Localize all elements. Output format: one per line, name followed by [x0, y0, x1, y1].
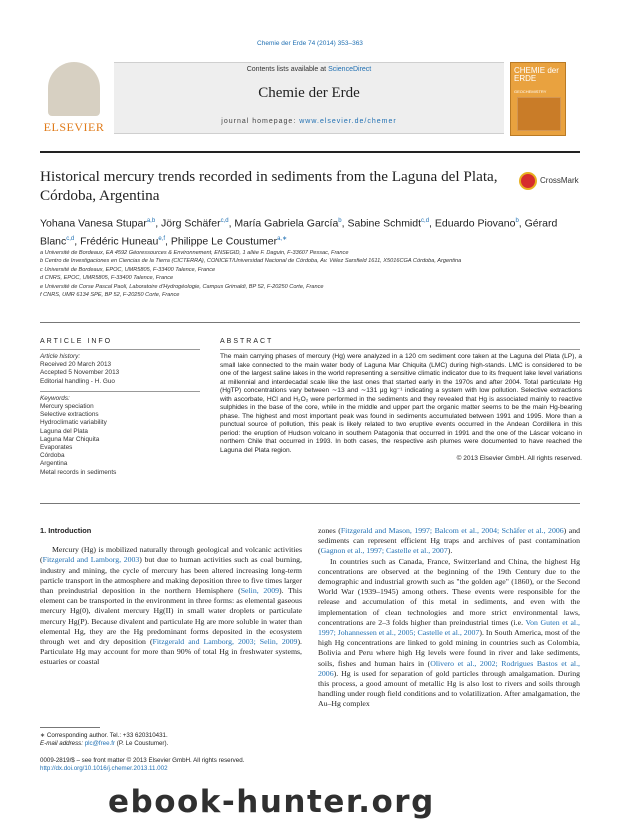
journal-banner — [114, 62, 504, 134]
citation-link[interactable]: Gagnon et al., 1997; Castelle et al., 2007 — [320, 546, 448, 556]
homepage-line — [114, 118, 504, 125]
author-list: Yohana Vanesa Stupar$^{a,b}$, Jörg Schäfer$^{c,d}$, María Gabriela García$^b$, Sabine Schmidt$^{c,d}$, Eduardo Piovano$^b$, Gérard Blanc$^{c,d}$, Frédéric Huneau$^{e,f}$, Philippe Le Coustumer$^{a,∗}$ — [40, 217, 558, 247]
cover-title: CHEMIE der ERDE — [514, 66, 559, 83]
abstract-divider — [220, 349, 580, 350]
author-affiliation-ref[interactable]: c,d — [421, 218, 430, 224]
crossmark-label: CrossMark — [540, 176, 579, 185]
history-item: Received 20 March 2013 — [40, 361, 112, 369]
body-paragraph — [318, 557, 580, 710]
author-affiliation-ref[interactable]: e,f — [158, 235, 166, 242]
citation-link[interactable]: Olivero et al., 2002; Rodrigues Bastos et al., 2006 — [318, 658, 580, 678]
paragraph-text: ). Hg is used for separation of gold particles through amalgamation. During this process, a good amount of metallic Hg is also lost to rivers and soils through handling under rough field conditions and to volatilization. After amalgamation, the Au–Hg complex — [318, 668, 580, 709]
author-name[interactable]: Sabine Schmidt — [347, 217, 422, 230]
elsevier-tree-icon — [48, 62, 100, 116]
crossmark-badge[interactable] — [519, 172, 589, 194]
affiliation-item: e Université de Corse Pascal Paoli, Laboratoire d'Hydrogéologie, Campus Grimaldi, BP 52, F-20250 Corte, France — [40, 283, 324, 290]
citation-link[interactable]: Fitzgerald and Mason, 1997; Balcom et al., 2004; Schäfer et al., 2006 — [340, 526, 564, 535]
paper-title: Historical mercury trends recorded in sediments from the Laguna del Plata, Córdoba, Argentina — [40, 168, 498, 204]
author-affiliation-ref[interactable]: c,d — [220, 218, 229, 224]
article-info-divider — [40, 349, 200, 350]
history-item: Editorial handling - H. Guo — [40, 377, 115, 385]
author-name[interactable]: Gérard Blanc — [40, 217, 558, 247]
author-name[interactable]: Frédéric Huneau — [80, 235, 159, 247]
title-divider — [40, 151, 580, 153]
author-affiliation-ref[interactable]: c,d — [66, 235, 75, 242]
citation-link[interactable]: Selin, 2009 — [240, 586, 280, 596]
section-divider — [40, 322, 580, 323]
abstract-bottom-divider — [40, 503, 580, 504]
issn-line: 0009-2819/$ – see front matter © 2013 Elsevier GmbH. All rights reserved. — [40, 757, 245, 764]
paragraph-text: In countries such as Canada, France, Switzerland and China, the highest Hg concentrations are observed at the beginning of the 19th Century due to the demographic and industrial growth such as "the golden age" (1860), or the Second World War (1939–1945) among others. These events were responsible for the release and accumulation of this metal in sediments, and even with the implementation of clean technologies and more strict environmental laws, concentrations are 2–3 folds higher than preindustrial times (i.e. — [318, 556, 580, 627]
body-column-right — [318, 526, 580, 710]
issn-block — [40, 757, 340, 773]
author-affiliation-ref[interactable]: b — [515, 218, 519, 224]
author-affiliation-ref[interactable]: a,b — [146, 218, 156, 224]
keyword-item: Evaporates — [40, 444, 73, 452]
email-line — [40, 740, 302, 748]
journal-cover[interactable] — [510, 62, 566, 136]
author-name[interactable]: Jörg Schäfer — [161, 217, 221, 230]
keyword-item: Laguna del Plata — [40, 427, 88, 435]
paragraph-text: ). In South America, most of the high Hg concentrations are linked to gold mining in countries such as Colombia, Bolivia and Peru where high Hg levels were found in river and lake sediments, soils, fishes and human hairs in ( — [318, 628, 580, 668]
paragraph-text: ) and sediments can represent efficient Hg traps and archives of past contamination ( — [318, 526, 580, 556]
paragraph-text: zones ( — [318, 526, 341, 535]
email-link[interactable]: plc@free.fr — [84, 740, 116, 747]
body-paragraph — [318, 526, 580, 557]
keyword-item: Hydroclimatic variability — [40, 419, 107, 427]
body-paragraph — [40, 545, 302, 667]
paragraph-text: ) but due to human activities such as coal burning, industry and mining, the cycle of mercury has been altered increasing long-term particle transport in the atmosphere and making deposition three to five times larger than preindustrial deposition in the northern Hemisphere ( — [40, 555, 302, 596]
affiliation-item: c Université de Bordeaux, EPOC, UMR5805, F-33400 Talence, France — [40, 266, 216, 273]
cover-image — [517, 97, 561, 131]
elsevier-logo[interactable] — [40, 62, 108, 134]
paragraph-text: Mercury (Hg) is mobilized naturally through geological and volcanic activities ( — [40, 545, 302, 565]
keyword-item: Argentina — [40, 460, 68, 468]
cover-subtitle: GEOCHEMISTRY — [514, 89, 547, 94]
copyright-notice: © 2013 Elsevier GmbH. All rights reserved. — [456, 455, 582, 462]
affiliation-item: b Centro de Investigaciones en Ciencias de la Tierra (CICTERRA), CONICET/Universidad Nacional de Córdoba, Av. Vélez Sarsfield 1611, X5016CGA Córdoba, Argentina — [40, 258, 462, 265]
keyword-item: Mercury speciation — [40, 403, 94, 411]
author-affiliation-ref[interactable]: a,∗ — [277, 235, 288, 242]
keyword-item: Metal records in sediments — [40, 468, 117, 476]
email-label: E-mail address: — [40, 740, 85, 747]
keyword-item: Córdoba — [40, 452, 65, 460]
crossmark-icon — [519, 172, 537, 190]
watermark-text: ebook-hunter.org — [108, 784, 435, 820]
email-owner: (P. Le Coustumer). — [115, 740, 169, 747]
paragraph-text: ). Particulate Hg may account for more than 90% of total Hg in freshwater systems, estuaries or coastal — [40, 637, 302, 667]
author-name[interactable]: María Gabriela García — [234, 217, 339, 230]
sciencedirect-link[interactable]: ScienceDirect — [328, 66, 372, 73]
keyword-item: Selective extractions — [40, 411, 99, 419]
affiliation-item: d CNRS, EPOC, UMR5805, F-33400 Talence, France — [40, 275, 174, 282]
affiliation-list — [40, 249, 580, 299]
contents-prefix: Contents lists available at — [246, 66, 329, 73]
history-item: Accepted 5 November 2013 — [40, 369, 120, 377]
homepage-prefix: journal homepage: — [221, 118, 300, 125]
affiliation-item: a Université de Bordeaux, EA 4592 Géoressources & Environnement, ENSEGID, 1 allée F. Daguin, F-33607 Pessac, France — [40, 250, 349, 256]
author-name[interactable]: Philippe Le Coustumer — [170, 235, 278, 247]
body-column-left — [40, 526, 302, 668]
keywords-divider — [40, 391, 200, 392]
doi-link[interactable]: http://dx.doi.org/10.1016/j.chemer.2013.11.002 — [40, 765, 168, 772]
section-heading-introduction: 1. Introduction — [40, 526, 92, 535]
corresponding-author-note: ∗ Corresponding author. Tel.: +33 620310431. — [40, 732, 168, 739]
abstract-heading: ABSTRACT — [220, 338, 274, 345]
elsevier-wordmark: ELSEVIER — [43, 120, 105, 134]
citation-link[interactable]: Fitzgerald and Lamborg, 2003; Selin, 2009 — [152, 637, 298, 647]
journal-title[interactable]: Chemie der Erde — [258, 85, 360, 101]
abstract-body — [220, 353, 582, 464]
affiliation-item: f CNRS, UMR 6134 SPE, BP 52, F-20250 Corte, France — [40, 292, 180, 299]
abstract-text: The main carrying phases of mercury (Hg) were analyzed in a 120 cm sediment core taken at the Laguna del Plata (LP), a small lake connected to the main water body of Laguna Mar Chiquita (LMC) during high-stands. LMC is considered to be one of the largest saline lakes in the world representing a sensitive climatic indicator due to its frequent lake level variations at millennial and interdecadal scale like the last ones that started early in the 1970s and after 2004. Total particulate Hg (HgTP) concentrations vary between ∼13 and ∼131 μg kg⁻¹ indicating a system with low pollution. Selective extractions with ascorbate, HCl and H₂O₂ were performed in the sediments and they revealed that Hg is associated mainly to reactive sulphides in the base of the core, while in the middle and upper part the organic matter seems to be the main Hg-bearing phase. The highest and most important peak was found in sediments accumulated between 1991 and 1995. More than a punctual source of pollution, this peak is likely related to two eruptive events occurred in the Andean Cordillera in this period: the eruption of Hudson volcano in southern Patagonia that occurred in 1991 and the one of the Láscar volcano in northern Chile that occurred in 1993. In both cases, the respective ash plumes were documented to have reached the Laguna del Plata region. — [220, 353, 582, 454]
keywords-label: Keywords: — [40, 394, 70, 402]
author-affiliation-ref[interactable]: b — [338, 218, 342, 224]
article-info-heading: ARTICLE INFO — [40, 338, 113, 345]
paragraph-text: ). — [447, 546, 453, 556]
journal-header — [40, 62, 580, 138]
author-name[interactable]: Eduardo Piovano — [434, 217, 516, 230]
homepage-link[interactable]: www.elsevier.de/chemer — [299, 118, 397, 125]
contents-line — [114, 66, 504, 73]
keyword-item: Laguna Mar Chiquita — [40, 435, 100, 443]
footnote — [40, 732, 302, 748]
journal-citation[interactable]: Chemie der Erde 74 (2014) 353–363 — [257, 40, 363, 47]
article-info — [40, 353, 200, 477]
history-label: Article history: — [40, 353, 81, 360]
author-name[interactable]: Yohana Vanesa Stupar — [40, 217, 147, 230]
footnote-divider — [40, 727, 100, 728]
citation-link[interactable]: Von Guten et al., 1997; Johannessen et al., 2005; Castelle et al., 2007 — [318, 617, 580, 638]
citation-link[interactable]: Fitzgerald and Lamborg, 2003 — [42, 555, 140, 565]
paragraph-text: ). This element can be transported in the environment in three forms: as elemental gaseous mercury Hg(0), divalent mercury Hg(II) in small water droplets or particulate mercury Hg(P). Because divalent and particulate Hg are more soluble in water than elemental Hg, they are the Hg predominant forms deposited in the ecosystem through wet and dry deposition ( — [40, 586, 303, 647]
